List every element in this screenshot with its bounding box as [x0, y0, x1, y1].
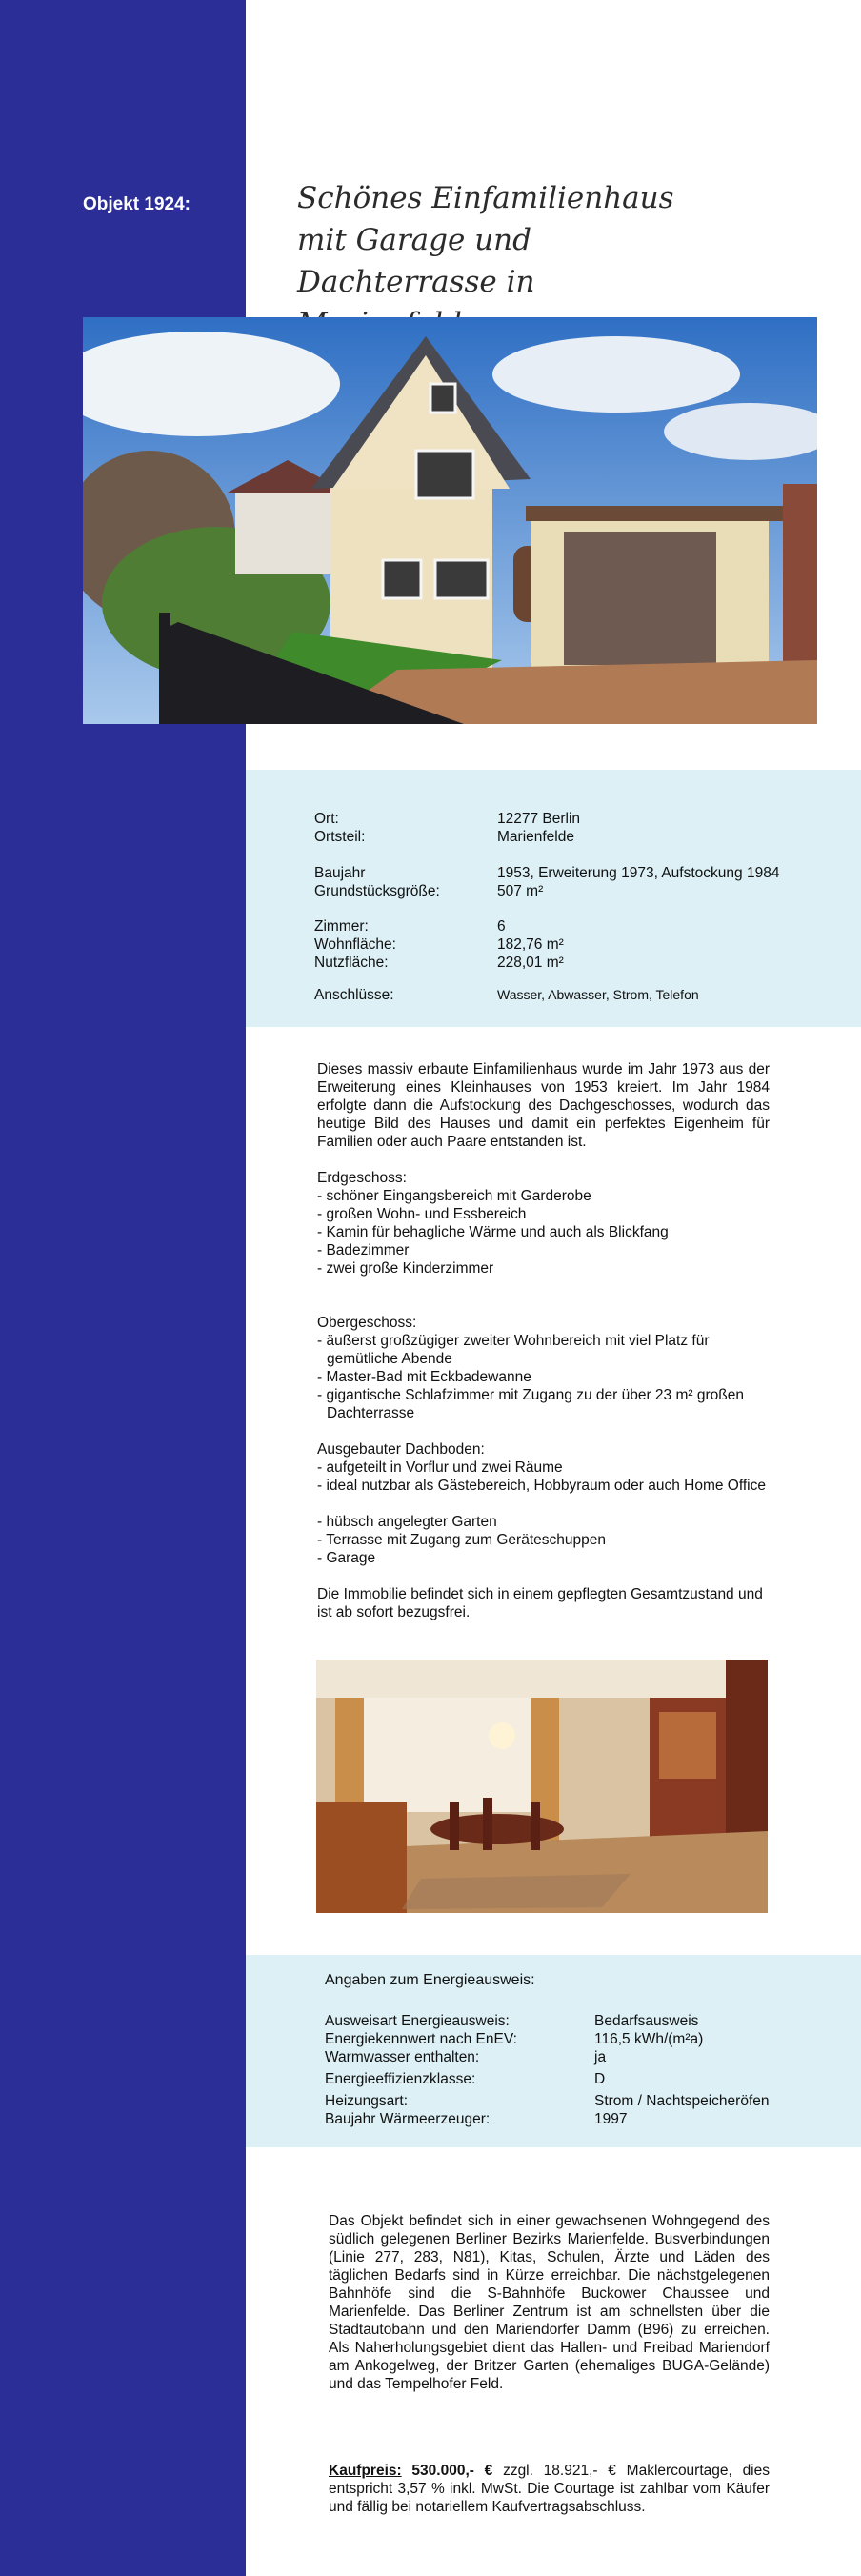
energy-label: Energieeffizienzklasse: [325, 2071, 476, 2087]
energy-heading: Angaben zum Energieausweis: [325, 1972, 535, 1988]
price-block [329, 2462, 770, 2516]
fact-value: Wasser, Abwasser, Strom, Telefon [497, 987, 699, 1002]
description-intro: Dieses massiv erbaute Einfamilienhaus wurde im Jahr 1973 aus der Erweiterung eines Kleinhauses von 1953 kreiert. Im Jahr 1984 erfolgte dann die Aufstockung des Dachgeschosses, wodurch das heutige Bild des Hauses und damit ein perfektes Eigenheim für Familien oder auch Paare entstanden ist. [317, 1061, 770, 1150]
attic-list [317, 1459, 770, 1495]
list-item: - Terrasse mit Zugang zum Geräteschuppen [317, 1531, 770, 1549]
energy-value: Bedarfsausweis [594, 2013, 699, 2029]
list-item: - schöner Eingangsbereich mit Garderobe [317, 1187, 770, 1205]
fact-label: Anschlüsse: [314, 987, 394, 1003]
price-label: Kaufpreis: [329, 2463, 402, 2479]
energy-value: D [594, 2071, 606, 2087]
object-number: Objekt 1924: [83, 194, 190, 214]
attic-heading: Ausgebauter Dachboden: [317, 1441, 485, 1458]
page-title-line-2: Dachterrasse in [297, 265, 535, 299]
energy-label: Ausweisart Energieausweis: [325, 2013, 510, 2029]
dining-room-photo [316, 1660, 768, 1913]
page-title-line-1: Schönes Einfamilienhaus mit Garage und [297, 181, 674, 257]
list-item: - großen Wohn- und Essbereich [317, 1205, 770, 1223]
energy-value: 1997 [594, 2111, 628, 2127]
fact-value: 6 [497, 918, 506, 935]
house-photo [83, 317, 817, 724]
fact-value: 12277 Berlin [497, 811, 581, 827]
fact-value: 1953, Erweiterung 1973, Aufstockung 1984 [497, 865, 780, 881]
ground-floor-list [317, 1187, 770, 1278]
list-item: - Master-Bad mit Eckbadewanne [317, 1368, 770, 1386]
energy-value: ja [594, 2049, 607, 2065]
property-description [317, 1060, 770, 1621]
fact-label: Ort: [314, 811, 339, 827]
list-item: - Garage [317, 1549, 770, 1567]
upper-floor-heading: Obergeschoss: [317, 1315, 417, 1331]
fact-value: 182,76 m² [497, 936, 564, 953]
energy-value: Strom / Nachtspeicheröfen [594, 2093, 770, 2109]
fact-value: 228,01 m² [497, 955, 564, 971]
fact-value: Marienfelde [497, 829, 574, 845]
energy-value: 116,5 kWh/(m²a) [594, 2031, 704, 2047]
fact-label: Nutzfläche: [314, 955, 389, 971]
fact-label: Grundstücksgröße: [314, 883, 440, 899]
list-item: - gigantische Schlafzimmer mit Zugang zu der über 23 m² großen Dachterrasse [317, 1386, 770, 1422]
energy-label: Baujahr Wärmeerzeuger: [325, 2111, 491, 2127]
fact-value: 507 m² [497, 883, 544, 899]
fact-label: Baujahr [314, 865, 366, 881]
list-item: - hübsch angelegter Garten [317, 1513, 770, 1531]
list-item: - Kamin für behagliche Wärme und auch als Blickfang [317, 1223, 770, 1241]
list-item: - ideal nutzbar als Gästebereich, Hobbyraum oder auch Home Office [317, 1477, 770, 1495]
upper-floor-list [317, 1332, 770, 1422]
description-closing: Die Immobilie befindet sich in einem gepflegten Gesamtzustand und ist ab sofort bezugsfrei. [317, 1586, 763, 1620]
key-facts-panel [246, 770, 861, 1027]
energy-certificate-panel [246, 1955, 861, 2147]
list-item: - äußerst großzügiger zweiter Wohnbereich mit viel Platz für gemütliche Abende [317, 1332, 770, 1368]
fact-label: Zimmer: [314, 918, 369, 935]
fact-label: Wohnfläche: [314, 936, 396, 953]
list-item: - Badezimmer [317, 1241, 770, 1259]
commission-text: zzgl. 18.921,- € Maklercourtage, dies entspricht 3,57 % inkl. MwSt. Die Courtage ist zahlbar vom Käufer und fällig bei notariellem Kaufvertragsabschluss. [329, 2463, 770, 2515]
extras-list [317, 1513, 770, 1567]
ground-floor-heading: Erdgeschoss: [317, 1170, 407, 1186]
price-amount: 530.000,- € [411, 2463, 493, 2479]
energy-label: Heizungsart: [325, 2093, 409, 2109]
list-item: - zwei große Kinderzimmer [317, 1259, 770, 1278]
fact-label: Ortsteil: [314, 829, 366, 845]
list-item: - aufgeteilt in Vorflur und zwei Räume [317, 1459, 770, 1477]
energy-label: Warmwasser enthalten: [325, 2049, 480, 2065]
energy-label: Energiekennwert nach EnEV: [325, 2031, 517, 2047]
location-description: Das Objekt befindet sich in einer gewachsenen Wohngegend des südlich gelegenen Berliner Bezirks Marienfelde. Busverbindungen (Linie 277, 283, N81), Kitas, Schulen, Ärzte und Läden des täglichen Bedarfs sind in Kürze erreichbar. Die nächstgelegenen Bahnhöfe sind die S-Bahnhöfe Buckower Chaussee und Marienfelde. Das Berliner Zentrum ist am schnellsten über die Stadtautobahn und den Mariendorfer Damm (B96) zu erreichen. Als Naherholungsgebiet dient das Hallen- und Freibad Mariendorf am Ankogelweg, der Britzer Garten (ehemaliges BUGA-Gelände) und das Tempelhofer Feld. [329, 2213, 770, 2392]
